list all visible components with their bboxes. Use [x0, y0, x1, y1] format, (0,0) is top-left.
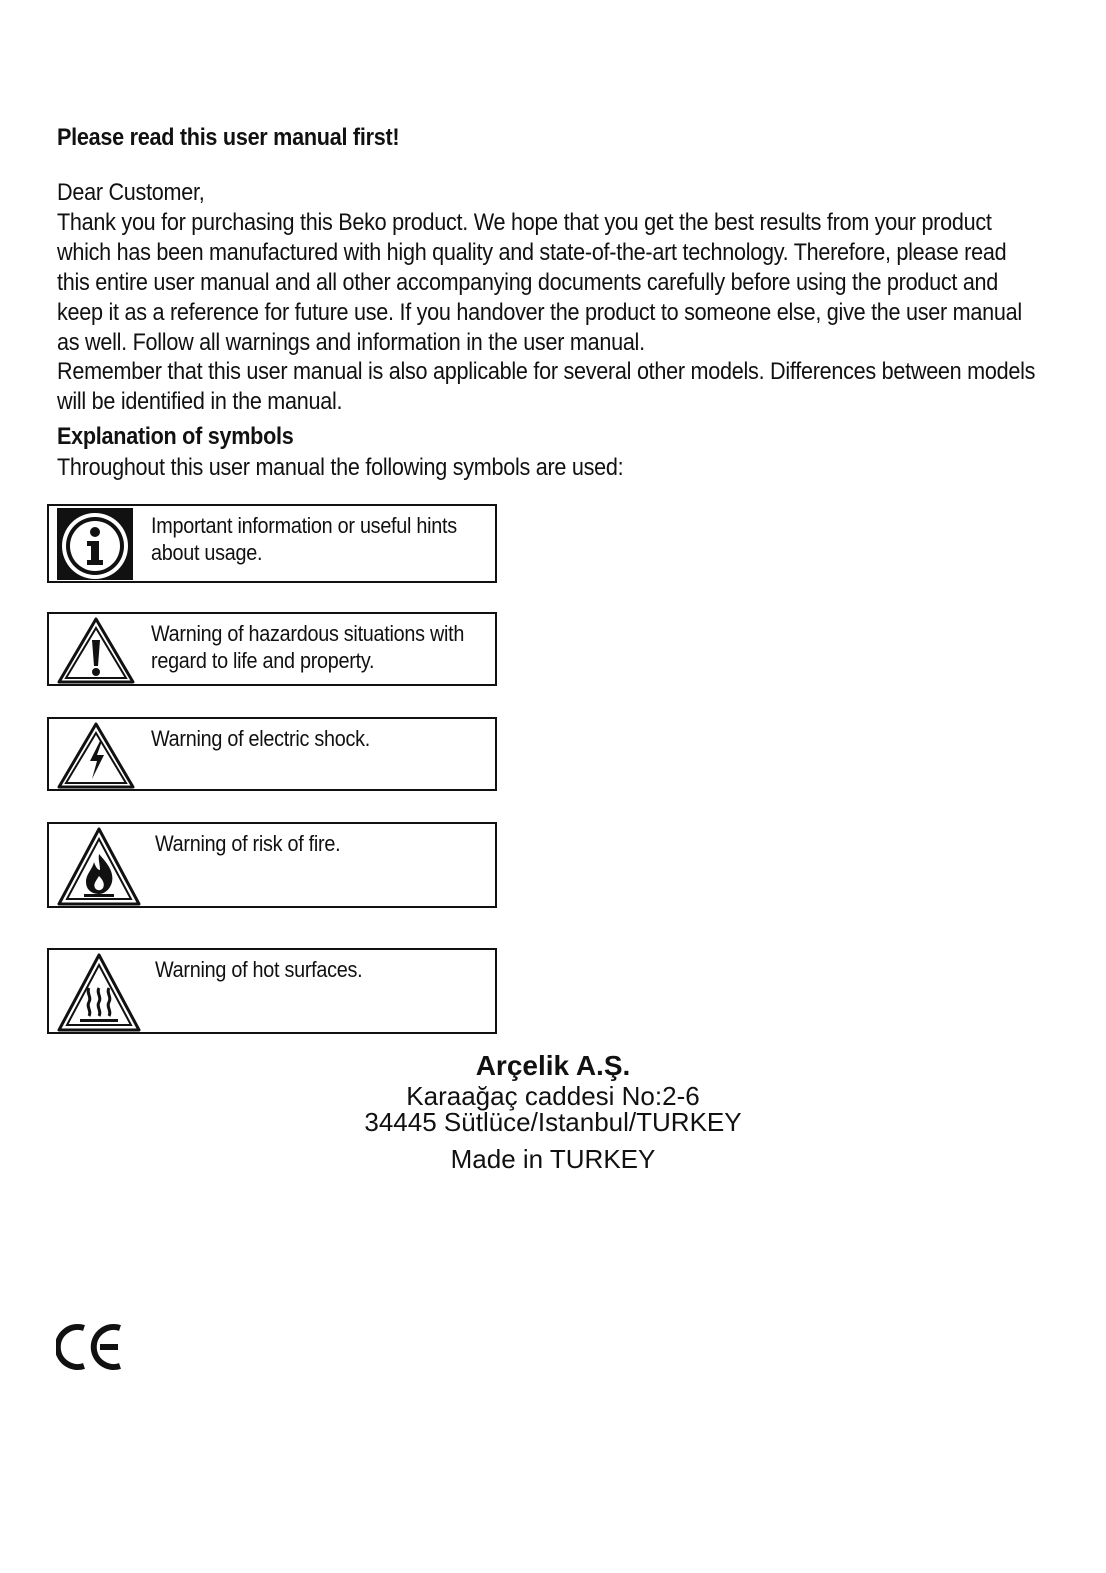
manufacturer-address-line2: 34445 Sütlüce/Istanbul/TURKEY: [364, 1107, 742, 1137]
fire-icon: [56, 826, 142, 906]
models-paragraph: Remember that this user manual is also applicable for several other models. Differences between models will be identified in the manual.: [57, 358, 1036, 415]
symbol-row-info: [47, 504, 497, 583]
symbol-row-warning: [47, 612, 497, 686]
manufacturer-address-line1: Karaağaç caddesi No:2-6: [406, 1081, 700, 1111]
symbol-warning-text: Warning of hazardous situations with regard to life and property.: [151, 621, 465, 673]
symbol-fire-text: Warning of risk of fire.: [155, 831, 341, 856]
symbols-heading: Explanation of symbols: [57, 423, 294, 450]
ce-mark-icon: [56, 1322, 124, 1372]
made-in-label: Made in TURKEY: [450, 1144, 656, 1174]
intro-paragraph: Thank you for purchasing this Beko product. We hope that you get the best results from your product which has been manufactured with high quality and state-of-the-art technology. Therefore, please read this entire user manual and all other accompanying documents carefully before using the product and keep it as a reference for future use. If you handover the product to someone else, give the user manual as well. Follow all warnings and information in the user manual.: [57, 209, 1022, 356]
symbol-row-hot-surfaces: [47, 948, 497, 1034]
greeting: Dear Customer,: [57, 179, 205, 206]
symbols-intro: Throughout this user manual the following symbols are used:: [57, 454, 624, 481]
symbol-row-fire: [47, 822, 497, 908]
symbol-hot-surfaces-text: Warning of hot surfaces.: [155, 957, 363, 982]
manufacturer-name: Arçelik A.Ş.: [475, 1050, 631, 1081]
page-title: Please read this user manual first!: [57, 124, 400, 151]
electric-shock-icon: [56, 721, 136, 789]
info-icon: [57, 508, 133, 580]
hot-surface-icon: [56, 952, 142, 1032]
symbol-row-electric-shock: [47, 717, 497, 791]
symbol-electric-shock-text: Warning of electric shock.: [151, 726, 370, 751]
symbol-info-text: Important information or useful hints about usage.: [151, 513, 457, 565]
warning-icon: [56, 616, 136, 684]
